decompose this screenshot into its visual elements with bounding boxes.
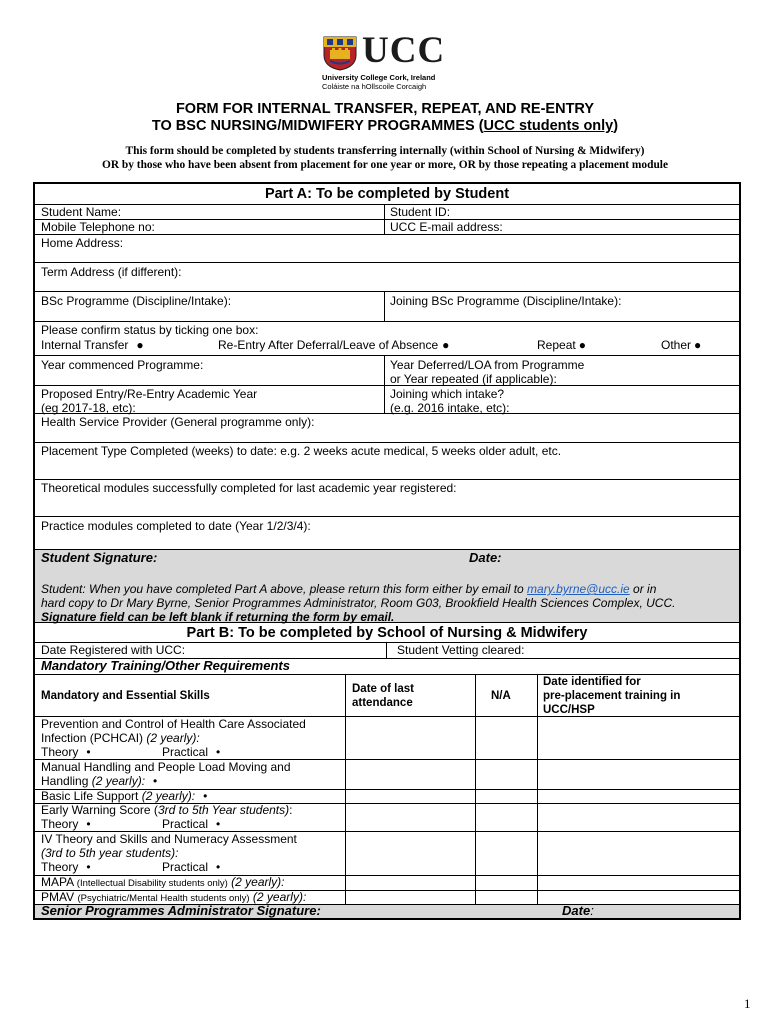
row-iv-theory-line1: IV Theory and Skills and Numeracy Assessment bbox=[41, 832, 297, 846]
row-iv-practical[interactable]: Practical • bbox=[162, 860, 221, 874]
row-basic-life-support[interactable]: Basic Life Support (2 yearly): • bbox=[41, 789, 208, 803]
admin-date-field[interactable]: Date: bbox=[562, 903, 594, 918]
home-address-field[interactable]: Home Address: bbox=[41, 236, 124, 250]
admin-signature-field[interactable]: Senior Programmes Administrator Signature: bbox=[41, 903, 321, 918]
row-pchcai-practical[interactable]: Practical • bbox=[162, 745, 221, 759]
ucc-name-irish: Coláiste na hOllscoile Corcaigh bbox=[322, 82, 427, 91]
intro-line1: This form should be completed by students transferring internally (within School of Nursing & Midwifery) bbox=[125, 145, 645, 157]
ucc-only-underlined: UCC students only bbox=[483, 118, 614, 134]
practice-modules-field[interactable]: Practice modules completed to date (Year 1/2/3/4): bbox=[41, 519, 311, 533]
bullet-icon: • bbox=[216, 817, 221, 831]
row-ews-theory[interactable]: Theory • bbox=[41, 817, 91, 831]
year-deferred-line2: or Year repeated (if applicable): bbox=[390, 372, 557, 386]
joining-intake-line1[interactable]: Joining which intake? bbox=[390, 387, 505, 401]
col-na-header: N/A bbox=[491, 690, 511, 702]
email-link[interactable]: mary.byrne@ucc.ie bbox=[527, 582, 630, 596]
health-service-provider-field[interactable]: Health Service Provider (General programme only): bbox=[41, 415, 315, 429]
bsc-programme-field[interactable]: BSc Programme (Discipline/Intake): bbox=[41, 294, 232, 308]
form-title-line2: TO BSC NURSING/MIDWIFERY PROGRAMMES (UCC students only) bbox=[151, 118, 619, 134]
form-table bbox=[33, 182, 741, 920]
status-prompt: Please confirm status by ticking one box: bbox=[41, 323, 259, 337]
row-pchcai-theory[interactable]: Theory • bbox=[41, 745, 91, 759]
status-repeat[interactable]: Repeat ● bbox=[537, 338, 586, 352]
col-identified-header-line3: UCC/HSP bbox=[543, 704, 595, 716]
vetting-field[interactable]: Student Vetting cleared: bbox=[397, 643, 525, 657]
bullet-icon: • bbox=[153, 774, 158, 788]
col-identified-header-line1: Date identified for bbox=[543, 676, 641, 688]
row-manual-handling-line1: Manual Handling and People Load Moving and bbox=[41, 760, 291, 774]
part-a-heading: Part A: To be completed by Student bbox=[264, 186, 510, 202]
row-mapa: MAPA (Intellectual Disability students only) (2 yearly): bbox=[41, 875, 285, 889]
form-title-line1: FORM FOR INTERNAL TRANSFER, REPEAT, AND RE-ENTRY bbox=[175, 101, 595, 117]
col-date-header-line1: Date of last bbox=[352, 683, 414, 695]
row-manual-handling-line2[interactable]: Handling (2 yearly): • bbox=[41, 774, 158, 788]
ucc-name-english: University College Cork, Ireland bbox=[322, 73, 436, 82]
part-b-heading: Part B: To be completed by School of Nursing & Midwifery bbox=[186, 625, 588, 641]
status-internal-transfer[interactable]: Internal Transfer ● bbox=[41, 338, 144, 352]
row-pchcai-line1: Prevention and Control of Health Care Associated bbox=[41, 717, 306, 731]
joining-programme-field[interactable]: Joining BSc Programme (Discipline/Intake): bbox=[390, 294, 622, 308]
row-iv-theory[interactable]: Theory • bbox=[41, 860, 91, 874]
proposed-year-line2: (eg 2017-18, etc): bbox=[41, 401, 136, 415]
theoretical-modules-field[interactable]: Theoretical modules successfully completed for last academic year registered: bbox=[41, 481, 457, 495]
student-name-field[interactable]: Student Name: bbox=[41, 205, 122, 219]
bullet-icon: • bbox=[216, 860, 221, 874]
col-date-header-line2: attendance bbox=[352, 697, 413, 709]
joining-intake-line2: (e.g. 2016 intake, etc): bbox=[390, 401, 510, 415]
status-other[interactable]: Other ● bbox=[661, 338, 702, 352]
checkbox-bullet-icon[interactable]: ● bbox=[578, 338, 586, 352]
term-address-field[interactable]: Term Address (if different): bbox=[41, 265, 182, 279]
checkbox-bullet-icon[interactable]: ● bbox=[136, 338, 144, 352]
mandatory-training-heading: Mandatory Training/Other Requirements bbox=[41, 658, 290, 673]
row-pmav: PMAV (Psychiatric/Mental Health students only) (2 yearly): bbox=[41, 890, 307, 904]
return-note-line1: Student: When you have completed Part A above, please return this form either by email to mary.byrne@ucc.ie or in bbox=[41, 582, 657, 596]
col-skills-header: Mandatory and Essential Skills bbox=[41, 690, 210, 702]
bullet-icon: • bbox=[86, 817, 91, 831]
date-registered-field[interactable]: Date Registered with UCC: bbox=[41, 643, 186, 657]
checkbox-bullet-icon[interactable]: ● bbox=[442, 338, 450, 352]
ucc-logo bbox=[322, 30, 452, 91]
bullet-icon: • bbox=[86, 745, 91, 759]
proposed-year-line1[interactable]: Proposed Entry/Re-Entry Academic Year bbox=[41, 387, 258, 401]
row-iv-theory-line2: (3rd to 5th year students): bbox=[41, 846, 179, 860]
page-number: 1 bbox=[744, 996, 751, 1011]
year-commenced-field[interactable]: Year commenced Programme: bbox=[41, 358, 204, 372]
status-reentry[interactable]: Re-Entry After Deferral/Leave of Absence ● bbox=[218, 338, 450, 352]
return-note-line2: hard copy to Dr Mary Byrne, Senior Programmes Administrator, Room G03, Brookfield Health Sciences Complex, UCC. bbox=[41, 596, 676, 610]
checkbox-bullet-icon[interactable]: ● bbox=[694, 338, 702, 352]
bullet-icon: • bbox=[203, 789, 208, 803]
bullet-icon: • bbox=[86, 860, 91, 874]
year-deferred-line1[interactable]: Year Deferred/LOA from Programme bbox=[390, 358, 585, 372]
email-field[interactable]: UCC E-mail address: bbox=[390, 220, 503, 234]
ucc-crest-icon bbox=[322, 35, 358, 71]
student-signature-field[interactable]: Student Signature: bbox=[41, 550, 158, 565]
row-pchcai-line2: Infection (PCHCAI) (2 yearly): bbox=[41, 731, 200, 745]
return-note-line3: Signature field can be left blank if returning the form by email. bbox=[41, 610, 395, 624]
row-early-warning-score: Early Warning Score (3rd to 5th Year students): bbox=[41, 803, 293, 817]
mobile-field[interactable]: Mobile Telephone no: bbox=[41, 220, 155, 234]
placement-type-field[interactable]: Placement Type Completed (weeks) to date: e.g. 2 weeks acute medical, 5 weeks older adult, etc. bbox=[41, 444, 562, 458]
student-date-field[interactable]: Date: bbox=[469, 550, 502, 565]
bullet-icon: • bbox=[216, 745, 221, 759]
ucc-wordmark: UCC bbox=[362, 30, 446, 71]
intro-line2: OR by those who have been absent from placement for one year or more, OR by those repeating a placement module bbox=[101, 159, 668, 171]
student-id-field[interactable]: Student ID: bbox=[390, 205, 451, 219]
col-identified-header-line2: pre-placement training in bbox=[543, 690, 681, 702]
row-ews-practical[interactable]: Practical • bbox=[162, 817, 221, 831]
